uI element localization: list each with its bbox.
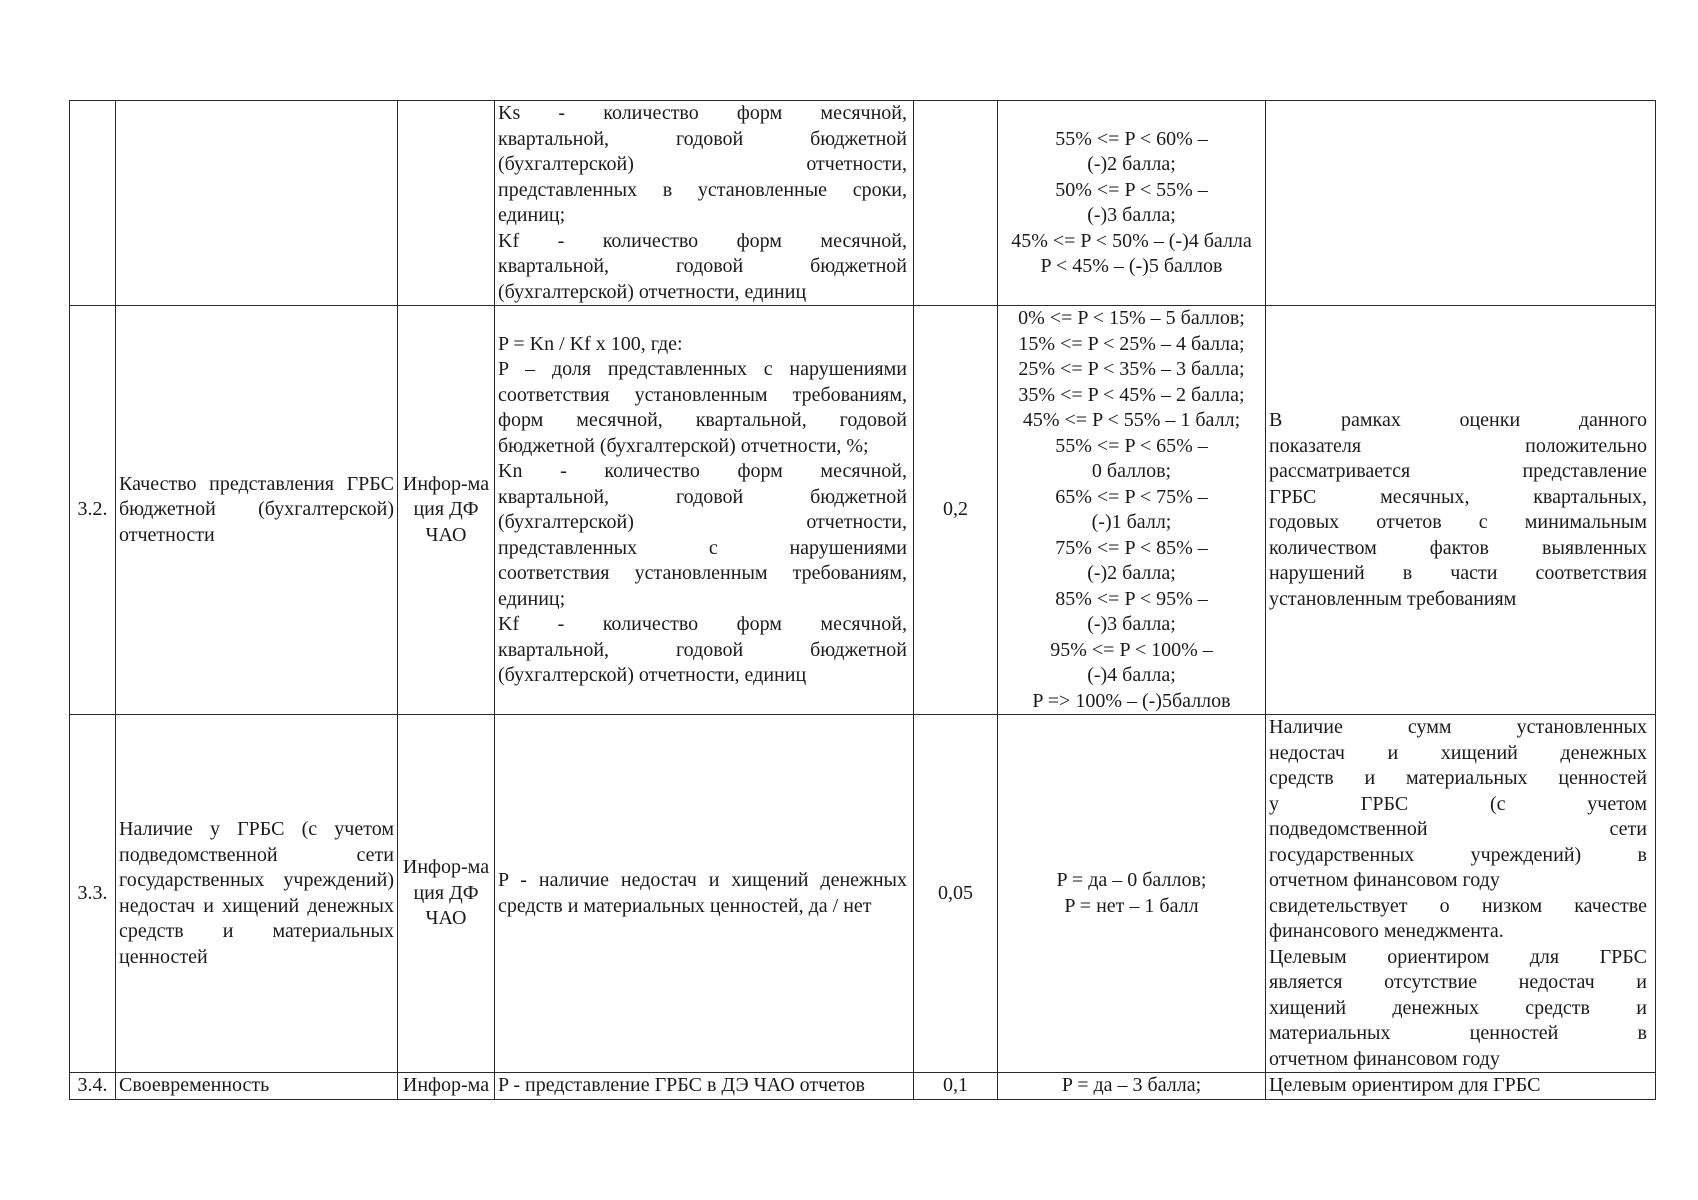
formula_lines-line: бюджетной (бухгалтерской) отчетности, %; [498,434,869,457]
comment [1266,1073,1656,1100]
formula_lines-line: P – доля представленных с нарушениями [498,358,907,380]
criteria-line: (-)2 балла; [1087,153,1176,175]
indicator-name: Своевременность [116,1073,398,1100]
comment_lines-line: годовых отчетов с минимальным [1269,511,1647,533]
formula_lines-line: P = Kn / Kf x 100, где: [498,332,683,355]
comment_lines-line: нарушений в части соответствия [1269,562,1647,584]
comment_lines-line: подведомственной сети [1269,818,1647,840]
criteria-line: 15% <= P < 25% – 4 балла; [1018,332,1245,355]
criteria-line: P = нет – 1 балл [1064,894,1199,917]
formula_lines-line: Kn - количество форм месячной, [498,460,907,482]
data-source [398,101,495,306]
formula_lines-line: Kf - количество форм месячной, [498,613,907,635]
comment_lines-line: Целевым ориентиром для ГРБС [1269,1074,1541,1096]
comment_lines-line: материальных ценностей в [1269,1022,1647,1044]
comment_lines-line: средств и материальных ценностей [1269,767,1647,789]
comment [1266,715,1656,1073]
comment_lines-line: у ГРБС (с учетом [1269,792,1647,815]
comment_lines-line: ГРБС месячных, квартальных, [1269,485,1647,508]
criteria-line: 50% <= P < 55% – [1055,178,1208,201]
formula_lines-line: представленных в установленные сроки, [498,178,907,201]
comment_lines-line: финансового менеджмента. [1269,920,1504,942]
criteria-line: P < 45% – (-)5 баллов [1040,255,1223,277]
formula_lines-line: Kf - количество форм месячной, [498,229,907,252]
scoring-criteria [998,306,1266,715]
indicator-weight: 0,2 [914,306,998,715]
formula_lines-line: (бухгалтерской) отчетности, [498,153,907,175]
criteria-line: 45% <= P < 50% – (-)4 балла [1011,229,1252,252]
formula_lines-line: единиц; [498,587,566,610]
criteria-table [69,100,1656,1100]
formula_lines-line: (бухгалтерской) отчетности, единиц [498,664,807,686]
formula_lines-line: (бухгалтерской) отчетности, [498,511,907,533]
formula_lines-line: соответствия установленным требованиям, [498,562,907,584]
row-number: 3.4. [70,1073,116,1100]
indicator-weight: 0,05 [914,715,998,1073]
comment_lines-line: отчетном финансовом году [1269,869,1500,891]
formula_lines-line: представленных с нарушениями [498,536,907,559]
row-number: 3.3. [70,715,116,1073]
criteria-line: (-)1 балл; [1091,511,1172,533]
criteria-line: P = да – 3 балла; [1061,1074,1202,1096]
indicator-name: Наличие у ГРБС (с учетом подведомственной сети государственных учреждений) недостач и хищений денежных средств и материальных ценностей [116,715,398,1073]
data-source: Инфор-ма [398,1073,495,1100]
scoring-criteria [998,1073,1266,1100]
row-number: 3.2. [70,306,116,715]
comment_lines-line: государственных учреждений) в [1269,843,1647,866]
criteria-line: 35% <= P < 45% – 2 балла; [1018,383,1245,406]
criteria-line: 75% <= P < 85% – [1055,536,1208,559]
indicator-weight: 0,1 [914,1073,998,1100]
formula_lines-line: средств и материальных ценностей, да / нет [498,894,872,917]
table-row [70,306,1656,715]
calculation-formula [495,1073,914,1100]
comment_lines-line: рассматривается представление [1269,460,1647,482]
comment_lines-line: количеством фактов выявленных [1269,536,1647,559]
comment_lines-line: отчетном финансовом году [1269,1047,1500,1070]
comment [1266,101,1656,306]
criteria-line: (-)3 балла; [1087,613,1176,635]
criteria-line: 95% <= P < 100% – [1050,638,1213,661]
comment_lines-line: установленным требованиям [1269,587,1517,610]
criteria-line: (-)4 балла; [1087,664,1176,686]
table-row [70,1073,1656,1100]
formula_lines-line: P - представление ГРБС в ДЭ ЧАО отчетов [498,1074,865,1096]
comment_lines-line: Целевым ориентиром для ГРБС [1269,945,1647,968]
calculation-formula [495,715,914,1073]
formula_lines-line: P - наличие недостач и хищений денежных [498,869,907,891]
scoring-criteria [998,715,1266,1073]
formula_lines-line: соответствия установленным требованиям, [498,383,907,406]
formula_lines-line: форм месячной, квартальной, годовой [498,409,907,431]
comment_lines-line: хищений денежных средств и [1269,996,1647,1019]
calculation-formula [495,306,914,715]
data-source: Инфор-ма ция ДФ ЧАО [398,715,495,1073]
indicator-name: Качество представления ГРБС бюджетной (бухгалтерской) отчетности [116,306,398,715]
table-body [70,101,1656,1100]
criteria-line: 0 баллов; [1091,460,1172,482]
criteria-line: (-)2 балла; [1087,562,1176,584]
criteria-line: 45% <= P < 55% – 1 балл; [1022,409,1241,431]
formula_lines-line: квартальной, годовой бюджетной [498,127,907,150]
criteria-line: P = да – 0 баллов; [1056,869,1207,891]
formula_lines-line: (бухгалтерской) отчетности, единиц [498,280,807,303]
criteria-line: 65% <= P < 75% – [1055,485,1208,508]
comment [1266,306,1656,715]
table-row [70,101,1656,306]
criteria-line: 25% <= P < 35% – 3 балла; [1018,358,1245,380]
formula_lines-line: квартальной, годовой бюджетной [498,485,907,508]
scoring-criteria [998,101,1266,306]
criteria-line: 85% <= P < 95% – [1055,587,1208,610]
comment_lines-line: свидетельствует о низком качестве [1269,894,1647,917]
comment_lines-line: В рамках оценки данного [1269,409,1647,431]
formula_lines-line: единиц; [498,204,566,226]
formula_lines-line: квартальной, годовой бюджетной [498,638,907,661]
criteria-line: P => 100% – (-)5баллов [1032,689,1231,712]
calculation-formula [495,101,914,306]
row-number [70,101,116,306]
indicator-name [116,101,398,306]
formula_lines-line: квартальной, годовой бюджетной [498,255,907,277]
criteria-line: (-)3 балла; [1087,204,1176,226]
formula_lines-line: Ks - количество форм месячной, [498,102,907,124]
comment_lines-line: является отсутствие недостач и [1269,971,1647,993]
criteria-line: 0% <= P < 15% – 5 баллов; [1018,307,1245,329]
criteria-line: 55% <= P < 60% – [1055,127,1208,150]
criteria-line: 55% <= P < 65% – [1055,434,1208,457]
comment_lines-line: Наличие сумм установленных [1269,716,1647,738]
table-row [70,715,1656,1073]
comment_lines-line: показателя положительно [1269,434,1647,457]
data-source: Инфор-ма ция ДФ ЧАО [398,306,495,715]
indicator-weight [914,101,998,306]
comment_lines-line: недостач и хищений денежных [1269,741,1647,764]
